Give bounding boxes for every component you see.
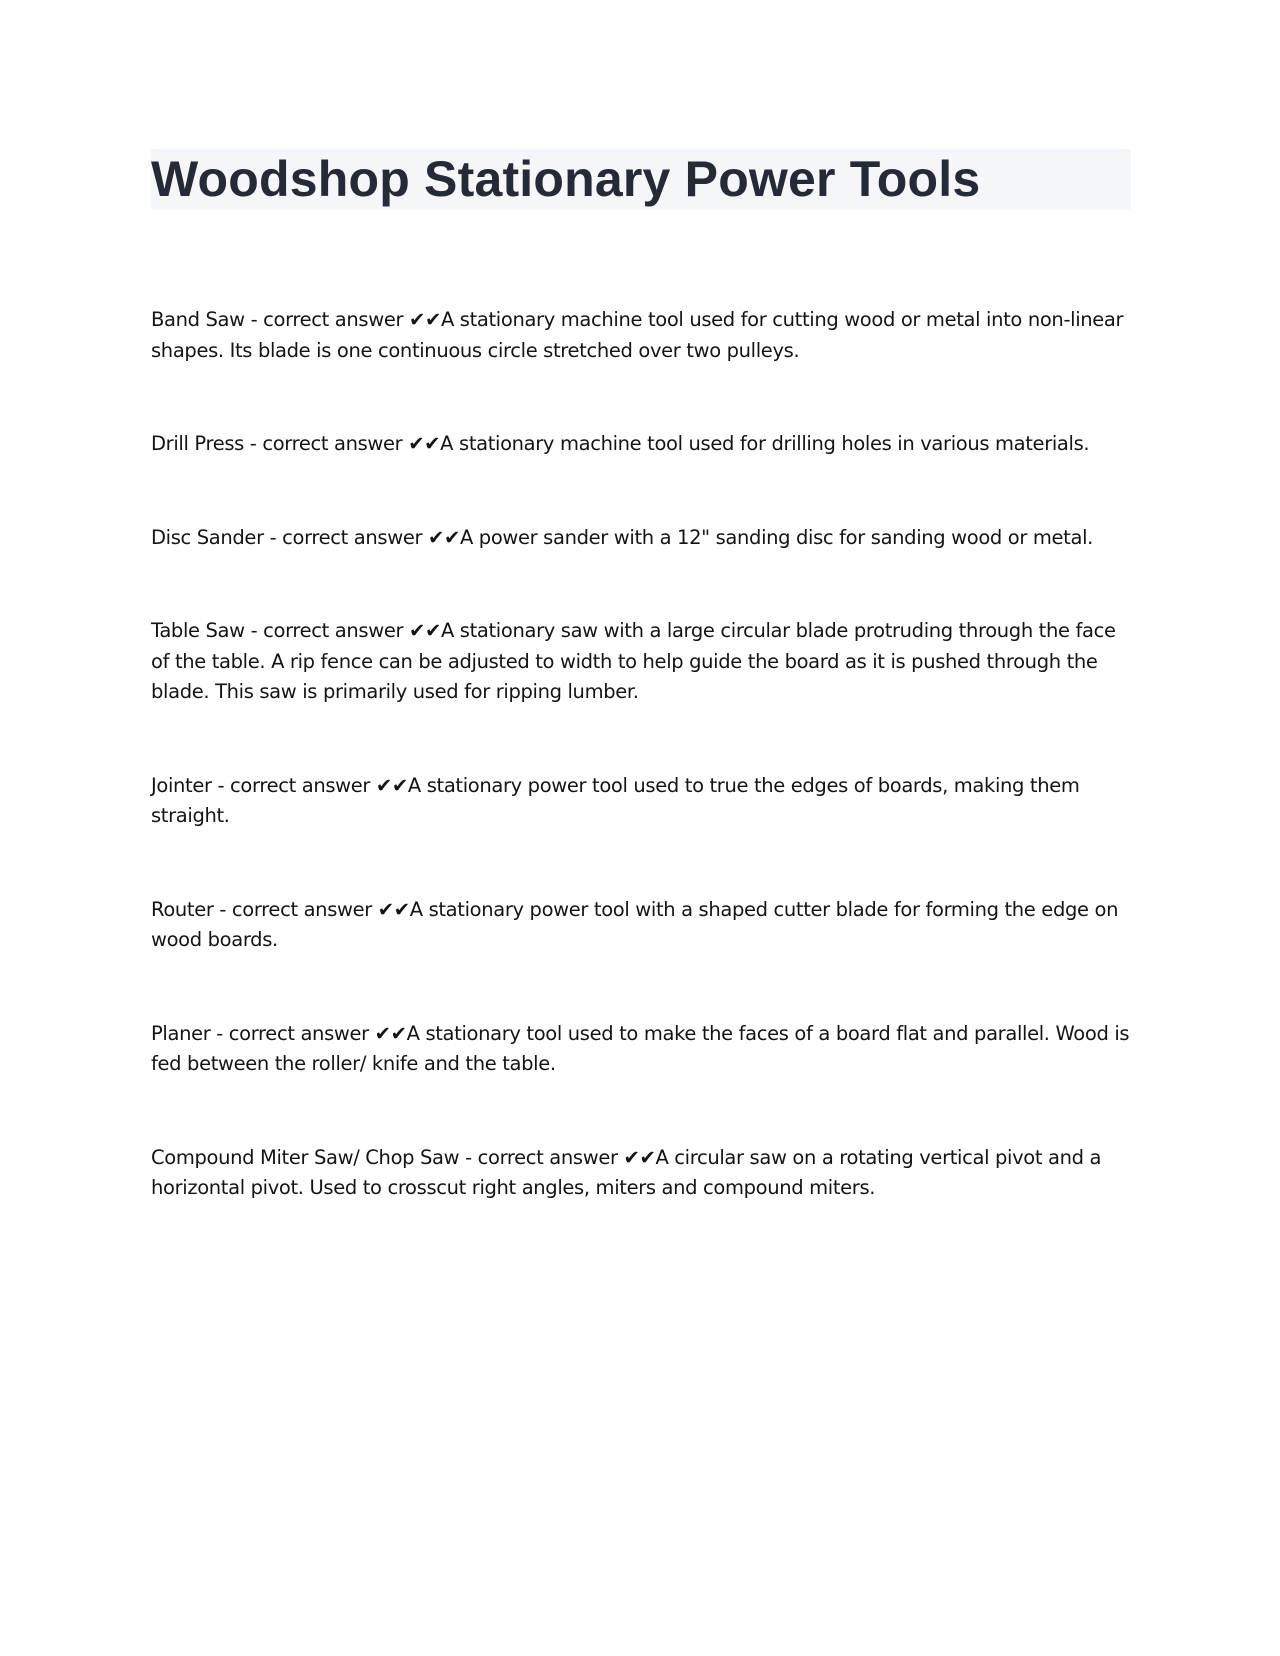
entry-band-saw: Band Saw - correct answer ✔✔A stationary machine tool used for cutting wood or metal into non-linear shapes. Its blade is one continuous circle stretched over two pulleys.: [151, 308, 1124, 362]
entry-router: Router - correct answer ✔✔A stationary power tool with a shaped cutter blade for forming the edge on wood boards.: [151, 897, 1119, 951]
entry-disc-sander: Disc Sander - correct answer ✔✔A power sander with a 12" sanding disc for sanding wood or metal.: [151, 525, 1093, 549]
entry-jointer: Jointer - correct answer ✔✔A stationary power tool used to true the edges of boards, making them straight.: [151, 773, 1080, 827]
entry-planer: Planer - correct answer ✔✔A stationary tool used to make the faces of a board flat and parallel. Wood is fed between the roller/ knife and the table.: [151, 1021, 1130, 1075]
entry-table-saw: Table Saw - correct answer ✔✔A stationary saw with a large circular blade protruding through the face of the table. A rip fence can be adjusted to width to help guide the board as it is pushed through the blade. This saw is primarily used for ripping lumber.: [151, 619, 1116, 703]
entry-compound-miter-saw: Compound Miter Saw/ Chop Saw - correct answer ✔✔A circular saw on a rotating vertical pivot and a horizontal pivot. Used to crosscut right angles, miters and compound miters.: [151, 1145, 1102, 1199]
page-title: Woodshop Stationary Power Tools: [151, 151, 981, 207]
document-page: [151, 149, 1131, 1267]
title-band: [151, 149, 1131, 209]
entry-list: [151, 305, 1131, 1204]
entry-drill-press: Drill Press - correct answer ✔✔A stationary machine tool used for drilling holes in various materials.: [151, 432, 1090, 455]
